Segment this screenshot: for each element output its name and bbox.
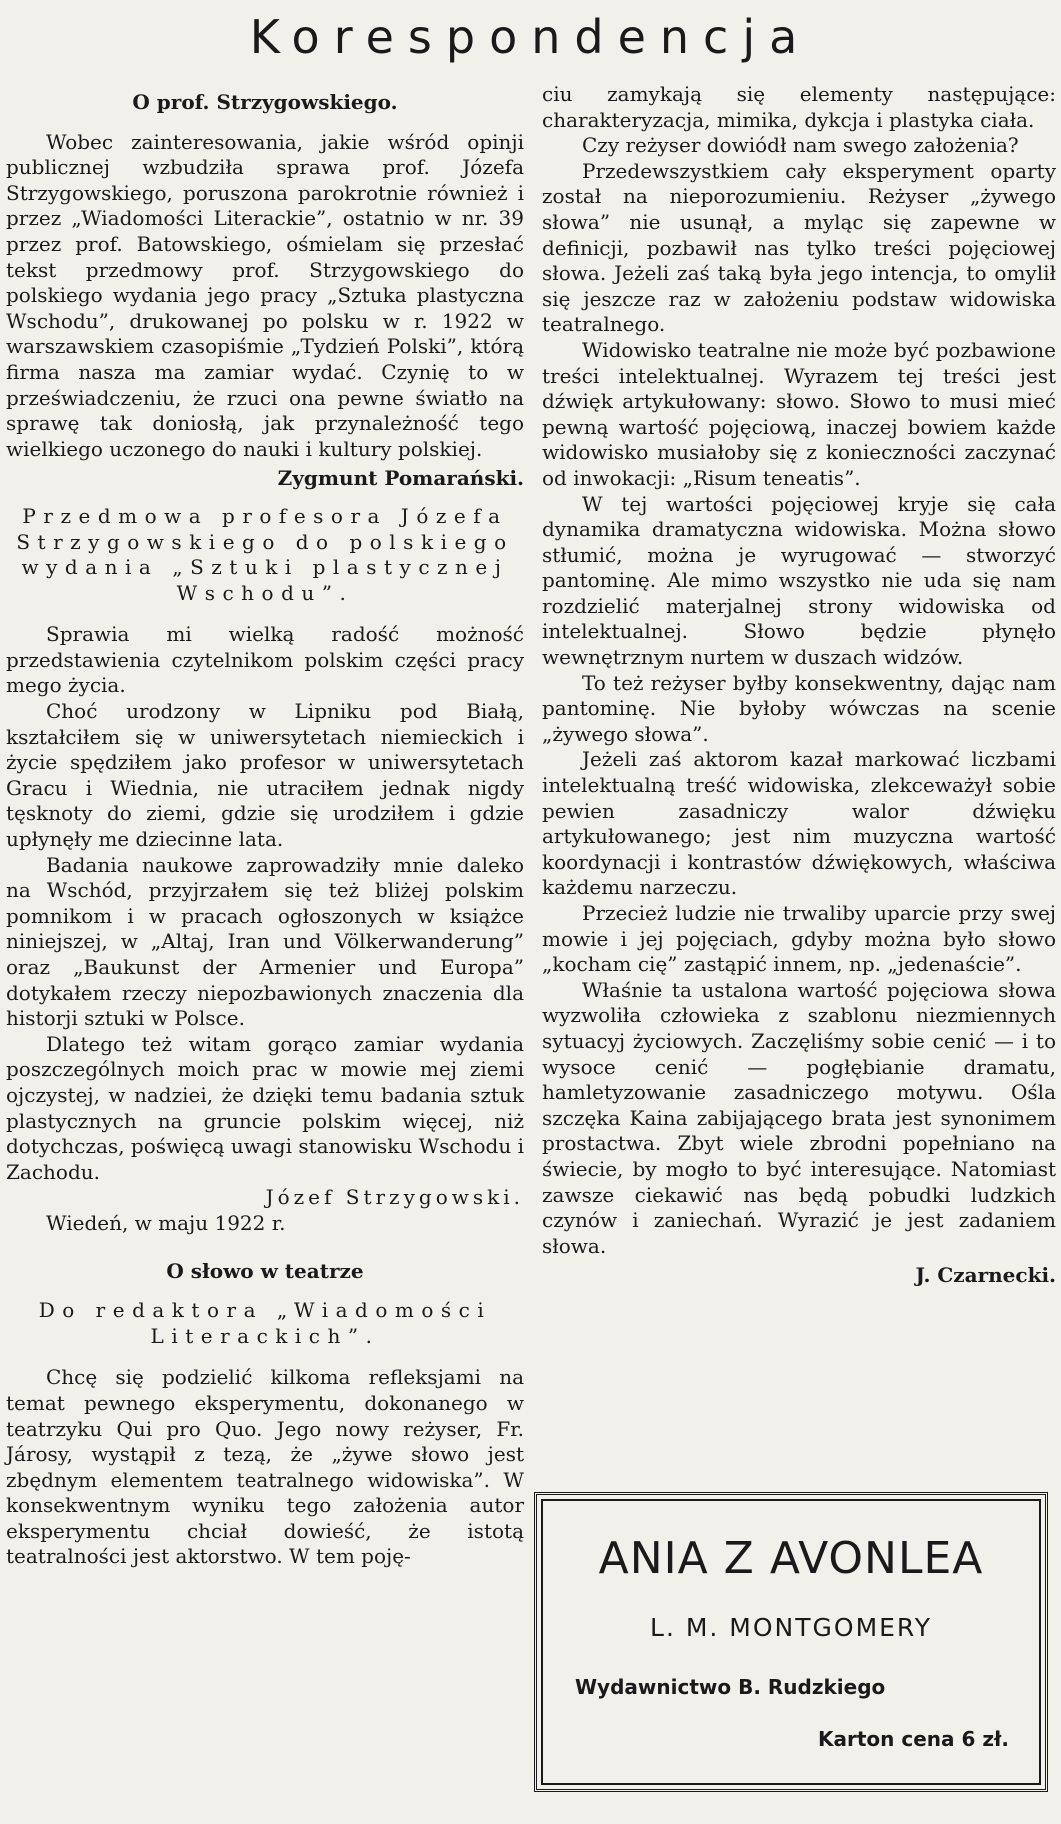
- letter2-paragraph: Czy reżyser dowiódł nam swego założenia?: [582, 133, 1019, 158]
- ad-price: Karton cena 6 zł.: [817, 1727, 1009, 1751]
- letter2-title: O słowo w teatrze: [166, 1258, 364, 1283]
- preface-signature: Józef Strzygowski.: [265, 1185, 524, 1210]
- letter2-paragraph: Właśnie ta ustalona wartość pojęciowa słowa wyzwoliła człowieka z szablonu niezmiennych sytuacyj życiowych. Zaczęliśmy sobie cenić — i to wysoce cenić — pogłębianie dramatu, hamletyzowanie zasadniczego motywu. Ośla szczęka Kaina zabijającego brata jest synonimem prostactwa. Zbyt wiele zbrodni popełniano na świecie, by mogło to być interesujące. Natomiast zawsze ciekawić nas będą pobudki ludzkich czynów i zaniechań. Wyrazić je jest zadaniem słowa.: [542, 977, 1056, 1258]
- letter2-addressee: Do redaktora „Wiadomości Literackich”.: [38, 1298, 492, 1348]
- preface-title: Przedmowa profesora Józefa Strzygowskiego do polskiego wydania „Sztuki plastycznej Wschodu”.: [16, 503, 514, 605]
- section-heading: Korespondencja: [249, 10, 812, 64]
- ad-book-title: ANIA Z AVONLEA: [598, 1533, 984, 1584]
- letter2-paragraph: Przedewszystkiem cały eksperyment oparty został na nieporozumieniu. Reżyser „żywego słowa” nie usunął, a myląc się zapewne w definicji, pozbawił nas tylko treści pojęciowej słowa. Jeżeli zaś taką była jego intencja, to omylił się jeszcze raz w założeniu podstaw widowiska teatralnego.: [542, 158, 1056, 337]
- letter2-paragraph: Widowisko teatralne nie może być pozbawione treści intelektualnej. Wyrazem tej treści jest dźwięk artykułowany: słowo. Słowo to musi mieć pewną wartość pojęciową, inaczej bowiem każde widowisko musiałoby się z konieczności zaczynać od inwokacji: „Risum teneatis”.: [542, 337, 1056, 490]
- letter1-title: O prof. Strzygowskiego.: [132, 90, 398, 114]
- letter2-signature: J. Czarnecki.: [915, 1263, 1056, 1288]
- letter2-paragraph: To też reżyser byłby konsekwentny, dając nam pantominę. Nie byłoby wówczas na scenie „żywego słowa”.: [542, 670, 1056, 746]
- letter2-continuation: ciu zamykają się elementy następujące: charakteryzacja, mimika, dykcja i plastyka ciała.: [542, 82, 1056, 132]
- letter2-paragraph: Jeżeli zaś aktorom kazał markować liczbami intelektualną treść widowiska, zlekceważył sobie pewien zasadniczy walor dźwięku artykułowanego; jest nim muzyczna wartość koordynacji i kontrastów dźwiękowych, właściwa każdemu narzeczu.: [542, 747, 1056, 900]
- book-advertisement: [534, 1492, 1048, 1792]
- letter1-body: Wobec zainteresowania, jakie wśród opinji publicznej wzbudziła sprawa prof. Józefa Strzygowskiego, poruszona parokrotnie również i przez „Wiadomości Literackie”, ostatnio w nr. 39 przez prof. Batowskiego, ośmielam się przesłać tekst przedmowy prof. Strzygowskiego do polskiego wydania jego pracy „Sztuka plastyczna Wschodu”, drukowanej po polsku w r. 1922 w warszawskiem czasopiśmie „Tydzień Polski”, którą firma nasza ma zamiar wydać. Czynię to w przeświadczeniu, że rzuci ona pewne światło na sprawę tak doniosłą, jak przynależność tego wielkiego uczonego do nauki i kultury polskiej.: [6, 129, 524, 461]
- letter2-paragraph: W tej wartości pojęciowej kryje się cała dynamika dramatyczna widowiska. Można słowo stłumić, można je wyrugować — stworzyć pantominę. Ale mimo wszystko nie uda się nam rozdzielić materjalnej strony widowiska od intelektualnej. Słowo będzie płynęło wewnętrznym nurtem w duszach widzów.: [542, 491, 1056, 670]
- preface-date: Wiedeń, w maju 1922 r.: [46, 1210, 286, 1235]
- ad-author: L. M. MONTGOMERY: [650, 1613, 932, 1642]
- left-column: [6, 82, 524, 1570]
- ad-publisher: Wydawnictwo B. Rudzkiego: [575, 1675, 886, 1699]
- letter2-paragraph: Przecież ludzie nie trwaliby uparcie przy swej mowie i jej pojęciach, gdyby można było słowo „kocham cię” zastąpić innem, np. „jedenaście”.: [542, 901, 1056, 977]
- right-column: [542, 82, 1056, 1289]
- preface-paragraph: Badania naukowe zaprowadziły mnie daleko na Wschód, przyjrzałem się też bliżej polskim pomnikom i w pracach ogłoszonych w książce niniejszej, w „Altaj, Iran und Völkerwanderung” oraz „Baukunst der Armenier und Europa” dotykałem rzeczy niepozbawionych znaczenia dla historji sztuki w Polsce.: [6, 852, 524, 1031]
- letter1-signature: Zygmunt Pomarański.: [277, 466, 524, 491]
- preface-paragraph: Choć urodzony w Lipniku pod Białą, kształciłem się w uniwersytetach niemieckich i życie spędziłem jako profesor w uniwersytetach Gracu i Wiednia, nie utraciłem jednak nigdy tęsknoty do ziemi, gdzie się urodziłem i gdzie upłynęły me dziecinne lata.: [6, 699, 524, 852]
- preface-paragraph: Dlatego też witam gorąco zamiar wydania poszczególnych moich prac w mowie mej ziemi ojczystej, w nadziei, że dzięki temu badania sztuk plastycznych na gruncie polskim więcej, niż dotychczas, poświęcą uwagi stanowisku Wschodu i Zachodu.: [6, 1031, 524, 1184]
- letter2-paragraph: Chcę się podzielić kilkoma refleksjami na temat pewnego eksperymentu, dokonanego w teatrzyku Qui pro Quo. Jego nowy reżyser, Fr. Járosy, wystąpił z tezą, że „żywe słowo jest zbędnym elementem teatralnego widowiska”. W konsekwentnym wyniku tego założenia autor eksperymentu chciał dowieść, że istotą teatralności jest aktorstwo. W tem poję-: [6, 1365, 524, 1569]
- preface-paragraph: Sprawia mi wielką radość możność przedstawienia czytelnikom polskim części pracy mego życia.: [6, 622, 524, 698]
